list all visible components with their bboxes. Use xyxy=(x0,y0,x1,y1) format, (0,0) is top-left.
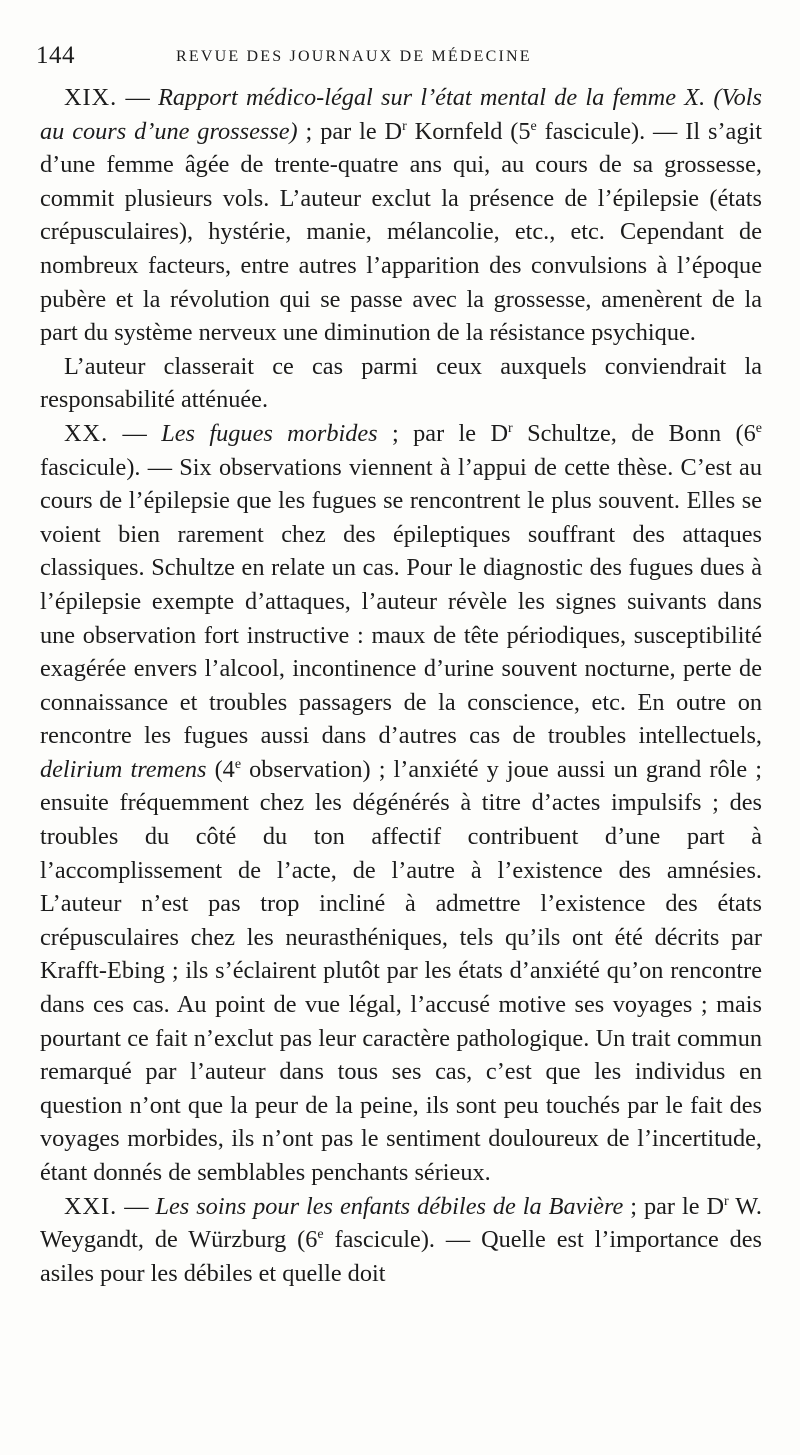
fascicle: fascicule). — xyxy=(323,1226,482,1254)
section-text: (4 xyxy=(206,755,235,783)
author-prefix: ; par le D xyxy=(623,1192,725,1220)
running-title: REVUE DES JOURNAUX DE MÉDECINE xyxy=(176,48,532,65)
section-title: Rapport médico-légal sur l’état mental de la femme X. (Vols au cours d’une grossesse) xyxy=(40,84,762,145)
dash: — xyxy=(117,84,159,111)
author-prefix: ; par le D xyxy=(377,419,509,447)
author-name: W. Weygandt, de Würzburg (6 xyxy=(40,1192,762,1254)
superscript: e xyxy=(530,118,537,134)
section-title: Les fugues morbides xyxy=(161,419,378,447)
superscript: e xyxy=(317,1227,324,1243)
running-head xyxy=(36,42,760,72)
fascicle: fascicule). — xyxy=(536,117,686,145)
section-text: observation) ; l’anxiété y joue aussi un grand rôle ; ensuite fréquemment chez les dégénérés à titre d’actes impulsifs ; des troubles du côté du ton affectif contribuent d’une part à l’accomplissement de l’acte, de l’autre à l’existence des amnésies. L’auteur n’est pas trop incliné à admettre l’existence des états crépusculaires chez les neurasthéniques, tels qu’ils ont été décrits par Krafft-Ebing ; ils s’éclairent plutôt par les états d’anxiété qu’on rencontre dans ces cas. Au point de vue légal, l’accusé motive ses voyages ; mais pourtant ce fait n’exclut pas leur caractère pathologique. Un trait commun remarqué par l’auteur dans tous ses cas, c’est que les individus en question n’ont que la peur de la peine, ils sont peu touchés par le fait des voyages morbides, ils n’ont pas le sentiment douloureux de l’incertitude, étant donnés de semblables penchants sérieux. xyxy=(40,755,762,1186)
section-number: XX. xyxy=(64,419,109,447)
section-text: Quelle est l’importance des asiles pour les débiles et quelle doit xyxy=(40,1226,762,1287)
fascicle: fascicule). — xyxy=(40,453,180,481)
author-prefix: ; par le D xyxy=(297,117,403,145)
dash: — xyxy=(108,419,162,447)
superscript: r xyxy=(724,1193,729,1209)
section-text: Six observations viennent à l’appui de cette thèse. C’est au cours de l’épilepsie que les fugues se rencontrent le plus souvent. Elles se voient bien rarement chez des épileptiques souffrant des attaques classiques. Schultze en relate un cas. Pour le diagnostic des fugues dues à l’épilepsie exempte d’attaques, l’auteur révèle les signes suivants dans une observation fort instructive : maux de tête périodiques, susceptibilité exagérée envers l’alcool, incontinence d’urine souvent nocturne, perte de connaissance et troubles passagers de la conscience, etc. En outre on rencontre les fugues aussi dans d’autres cas de troubles intellectuels, xyxy=(40,453,762,750)
page-number: 144 xyxy=(36,42,75,69)
body-text xyxy=(40,81,762,1290)
author-name: Schultze, de Bonn (6 xyxy=(512,419,756,447)
superscript: r xyxy=(402,118,407,134)
italic-term: delirium tremens xyxy=(40,755,207,783)
section-xix-conclusion: L’auteur classerait ce cas parmi ceux auxquels conviendrait la responsabilité atténuée. xyxy=(40,352,762,414)
section-xix xyxy=(40,81,762,350)
superscript: e xyxy=(234,756,242,772)
section-text: Il s’agit d’une femme âgée de trente-quatre ans qui, au cours de sa grossesse, commit plusieurs vols. L’auteur exclut la présence de l’épilepsie (états crépusculaires), hystérie, manie, mélancolie, etc., etc. Cependant de nombreux facteurs, entre autres l’apparition des convulsions à l’époque pubère et la révolution qui se passe avec la grossesse, amenèrent de la part du système nerveux une diminution de la résistance psychique. xyxy=(40,117,762,347)
section-xxi xyxy=(40,1190,762,1291)
section-number: XIX. xyxy=(64,84,118,111)
section-title: Les soins pour les enfants débiles de la Bavière xyxy=(155,1192,624,1220)
author-name: Kornfeld (5 xyxy=(406,117,531,145)
section-xx xyxy=(40,417,762,1190)
superscript: r xyxy=(508,420,513,436)
superscript: e xyxy=(755,420,762,436)
section-number: XXI. xyxy=(64,1192,118,1220)
dash: — xyxy=(117,1192,156,1220)
